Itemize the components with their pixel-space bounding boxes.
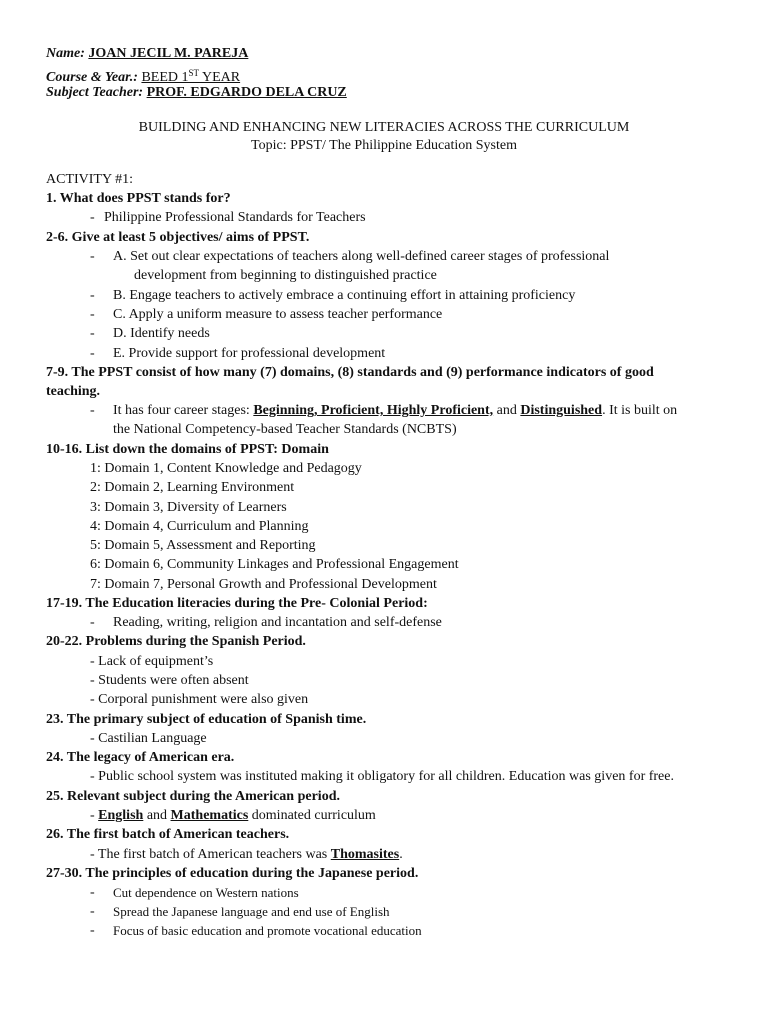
question-2: 2-6. Give at least 5 objectives/ aims of PPST. [46, 230, 310, 245]
question-3: 7-9. The PPST consist of how many (7) domains, (8) standards and (9) performance indicators of good [46, 365, 654, 380]
teacher-value: PROF. EDGARDO DELA CRUZ [146, 85, 347, 100]
name-line: Name: JOAN JECIL M. PAREJA [46, 46, 249, 61]
answer-10-prefix: - The first batch of American teachers was [90, 847, 331, 862]
answer-6-item: - Students were often absent [90, 673, 249, 688]
answer-7: - Castilian Language [90, 731, 207, 746]
answer-10-thomasites: Thomasites [330, 847, 400, 862]
question-9: 25. Relevant subject during the American period. [46, 789, 340, 804]
domain-item: 2: Domain 2, Learning Environment [90, 480, 295, 495]
course-label: Course & Year.: [46, 70, 138, 85]
domain-item: 5: Domain 5, Assessment and Reporting [90, 538, 316, 553]
answer-6-item: - Lack of equipment’s [90, 654, 214, 669]
name-label: Name [46, 46, 81, 61]
dash-bullet: - [90, 288, 95, 303]
dash-bullet: - [90, 346, 95, 361]
teacher-label: Subject Teacher: [46, 85, 144, 100]
domain-item: 7: Domain 7, Personal Growth and Professional Development [90, 577, 437, 592]
question-3-cont: teaching. [46, 384, 101, 399]
answer-9-prefix: - [90, 808, 99, 823]
course-value: BEED 1 [141, 70, 189, 85]
answer-5: Reading, writing, religion and incantation and self-defense [113, 615, 442, 630]
dash-bullet: - [90, 249, 95, 264]
answer-3-distinguished: Distinguished [520, 403, 603, 418]
answer-11-item: Focus of basic education and promote vocational education [113, 923, 422, 938]
answer-9-suffix: dominated curriculum [248, 808, 376, 823]
question-7: 23. The primary subject of education of Spanish time. [46, 712, 367, 727]
domain-item: 1: Domain 1, Content Knowledge and Pedagogy [90, 461, 362, 476]
domain-item: 3: Domain 3, Diversity of Learners [90, 500, 287, 515]
dash-bullet: - [90, 923, 95, 938]
question-4: 10-16. List down the domains of PPST: Domain [46, 442, 329, 457]
answer-3-post: . It is built on [602, 403, 678, 418]
answer-3 [113, 402, 677, 419]
objective-e: E. Provide support for professional development [113, 346, 386, 361]
course-line [46, 65, 240, 86]
answer-3-and: and [493, 403, 521, 418]
document-title: BUILDING AND ENHANCING NEW LITERACIES ACROSS THE CURRICULUM [138, 120, 630, 135]
dash-bullet: - [90, 904, 95, 919]
dash-bullet: - [90, 615, 95, 630]
answer-11-item: Cut dependence on Western nations [113, 885, 299, 900]
dash-bullet: - [90, 885, 95, 900]
answer-10-suffix: . [399, 847, 403, 862]
answer-6-item: - Corporal punishment were also given [90, 692, 309, 707]
answer-3-cont: the National Competency-based Teacher Standards (NCBTS) [113, 422, 457, 437]
answer-3-stages: Beginning, Proficient, Highly Proficient, [253, 403, 494, 418]
answer-3-pre: It has four career stages: [113, 403, 254, 418]
domain-item: 4: Domain 4, Curriculum and Planning [90, 519, 309, 534]
answer-10 [90, 846, 403, 863]
objective-a: A. Set out clear expectations of teachers along well-defined career stages of professional [113, 249, 610, 264]
activity-heading: ACTIVITY #1: [46, 172, 133, 187]
dash-bullet: - [90, 210, 95, 225]
question-8: 24. The legacy of American era. [46, 750, 235, 765]
objective-b: B. Engage teachers to actively embrace a continuing effort in attaining proficiency [113, 288, 576, 303]
question-5: 17-19. The Education literacies during the Pre- Colonial Period: [46, 596, 428, 611]
course-value-2: YEAR [199, 70, 241, 85]
domain-item: 6: Domain 6, Community Linkages and Professional Engagement [90, 557, 459, 572]
answer-9-math: Mathematics [170, 808, 249, 823]
objective-a-cont: development from beginning to distinguished practice [134, 268, 437, 283]
dash-bullet: - [90, 403, 95, 418]
objective-d: D. Identify needs [113, 326, 210, 341]
question-11: 27-30. The principles of education during the Japanese period. [46, 866, 419, 881]
question-1: 1. What does PPST stands for? [46, 191, 231, 206]
answer-9 [90, 807, 376, 824]
objective-c: C. Apply a uniform measure to assess teacher performance [113, 307, 443, 322]
question-10: 26. The first batch of American teachers. [46, 827, 290, 842]
teacher-line [46, 84, 347, 101]
dash-bullet: - [90, 307, 95, 322]
document-topic: Topic: PPST/ The Philippine Education System [251, 138, 517, 153]
question-6: 20-22. Problems during the Spanish Period. [46, 634, 306, 649]
answer-8: - Public school system was instituted making it obligatory for all children. Education was given for free. [90, 769, 674, 784]
answer-9-english: English [98, 808, 144, 823]
answer-1: Philippine Professional Standards for Teachers [104, 210, 366, 225]
answer-9-and: and [143, 808, 171, 823]
dash-bullet: - [90, 326, 95, 341]
answer-11-item: Spread the Japanese language and end use of English [113, 904, 390, 919]
name-value: JOAN JECIL M. PAREJA [88, 46, 249, 61]
course-sup: ST [188, 68, 200, 78]
